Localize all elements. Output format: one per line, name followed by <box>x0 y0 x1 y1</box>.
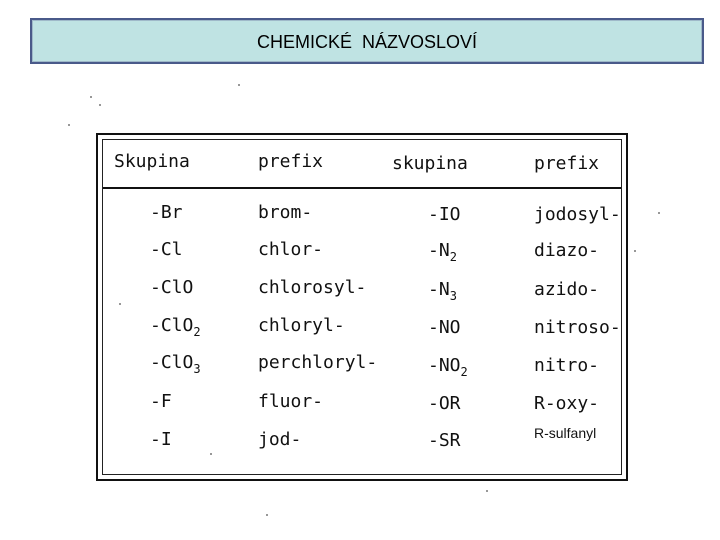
title-bar <box>30 18 704 64</box>
header-prefix-right: prefix <box>534 153 600 174</box>
left-prefix-7: jod- <box>258 429 302 450</box>
page-title: CHEMICKÉ NÁZVOSLOVÍ <box>256 32 478 52</box>
left-group-5: -ClO$_3$ <box>150 352 201 376</box>
right-prefix-1: jodosyl- <box>534 204 621 225</box>
left-group-6: -F <box>150 391 172 412</box>
scan-speck <box>658 212 660 214</box>
scan-speck <box>486 490 488 492</box>
left-prefix-6: fluor- <box>258 391 324 412</box>
left-prefix-2: chlor- <box>258 239 324 260</box>
header-skupina-left: Skupina <box>114 151 190 172</box>
right-prefix-2: diazo- <box>534 240 600 261</box>
scan-speck <box>238 84 240 86</box>
right-prefix-6: R-oxy- <box>534 393 600 414</box>
right-group-3: $-N_3$ <box>428 279 457 303</box>
scan-speck <box>90 96 92 98</box>
right-group-2: $-N_2$ <box>428 240 457 264</box>
scan-speck <box>210 453 212 455</box>
left-prefix-3: chlorosyl- <box>258 277 367 298</box>
right-group-1: -IO <box>428 204 461 225</box>
left-group-2: -Cl <box>150 239 183 260</box>
scan-speck <box>99 104 101 106</box>
header-divider <box>103 187 621 189</box>
right-group-4: -NO <box>428 317 461 338</box>
right-prefix-4: nitroso- <box>534 317 621 338</box>
header-skupina-right: skupina <box>392 153 468 174</box>
right-group-6: -OR <box>428 393 461 414</box>
scan-speck <box>266 514 268 516</box>
nomenclature-table <box>96 133 628 481</box>
left-group-7: -I <box>150 429 172 450</box>
left-prefix-4: chloryl- <box>258 315 345 336</box>
left-group-3: -ClO <box>150 277 194 298</box>
left-prefix-1: brom- <box>258 202 313 223</box>
right-prefix-5: nitro- <box>534 355 600 376</box>
left-prefix-5: perchloryl- <box>258 352 378 373</box>
scan-speck <box>68 124 70 126</box>
scan-speck <box>119 303 121 305</box>
header-prefix-left: prefix <box>258 151 324 172</box>
right-group-5: $-NO_2$ <box>428 355 468 379</box>
right-prefix-3: azido- <box>534 279 600 300</box>
right-group-7: -SR <box>428 430 461 451</box>
right-prefix-7: R-sulfanyl <box>534 425 597 441</box>
left-group-4: -ClO$_2$ <box>150 315 201 339</box>
scan-speck <box>634 250 636 252</box>
left-group-1: -Br <box>150 202 183 223</box>
